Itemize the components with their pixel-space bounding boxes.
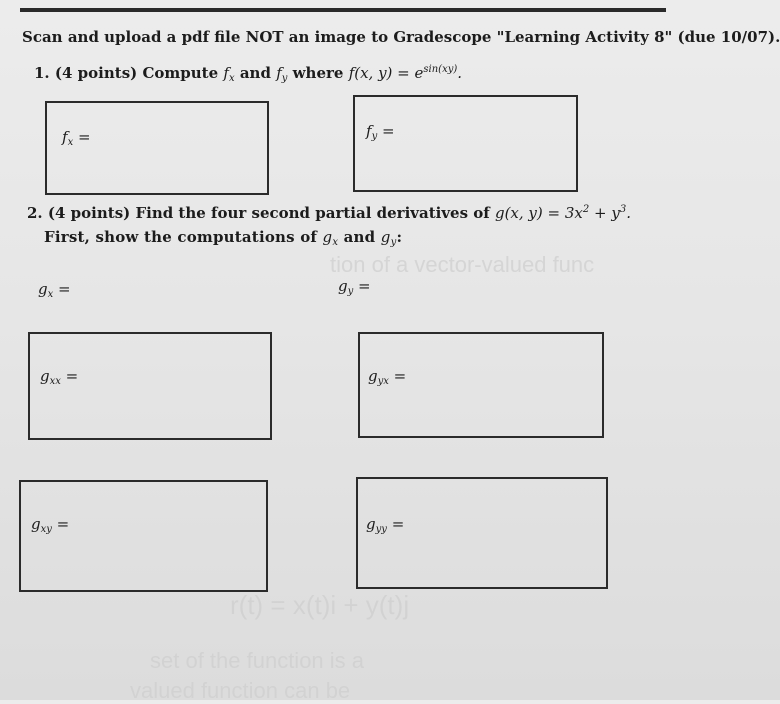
label-fy: $f_y$ = bbox=[366, 122, 395, 142]
bleed-through-text: set of the function is a bbox=[150, 648, 365, 673]
label-gxy: $g_{xy}$ = bbox=[31, 515, 70, 535]
problem-text: Find the four second partial derivatives of bbox=[135, 204, 490, 222]
problem-points: (4 points) bbox=[54, 64, 138, 82]
label-fx: $f_x$ = bbox=[62, 128, 91, 148]
instructions-text: Scan and upload a pdf file NOT an image to Gradescope "Learning Activity 8" (due 10/07). bbox=[22, 28, 780, 46]
answer-box-fx[interactable] bbox=[45, 101, 269, 195]
top-border-line bbox=[20, 8, 666, 12]
label-gx: $g_x$ = bbox=[38, 280, 71, 300]
problem-2-statement bbox=[27, 204, 631, 222]
problem-number: 1. bbox=[34, 64, 50, 82]
answer-box-fy[interactable] bbox=[353, 95, 578, 192]
problem-text: where bbox=[292, 64, 344, 82]
bleed-through-text: tion of a vector-valued func bbox=[330, 252, 595, 277]
problem-number: 2. bbox=[27, 204, 43, 222]
answer-box-gxy[interactable] bbox=[19, 480, 268, 592]
fy-symbol: $f_y$ bbox=[276, 64, 288, 84]
label-gy: $g_y$ = bbox=[338, 277, 371, 297]
fx-symbol: $f_x$ bbox=[223, 64, 235, 84]
bleed-through-text: r(t) = x(t)i + y(t)j bbox=[230, 590, 410, 620]
label-gxx: $g_{xx}$ = bbox=[40, 367, 79, 387]
bleed-through-text: valued function can be bbox=[130, 678, 351, 703]
function-definition: f(x, $y) = e^{sin(xy)}$. bbox=[348, 64, 463, 82]
problem-points: (4 points) bbox=[47, 204, 131, 222]
problem-text: Compute bbox=[142, 64, 219, 82]
label-gyx: $g_{yx}$ = bbox=[368, 367, 407, 387]
label-gyy: $g_{yy}$ = bbox=[366, 515, 405, 535]
gy-symbol: $g_y$ bbox=[380, 228, 397, 248]
gx-symbol: $g_x$ bbox=[322, 228, 339, 248]
problem-2-subinstruction: First, show the computations of $g_x$ and $g_y$: bbox=[44, 228, 403, 248]
function-definition: g(x, $y) = 3x^2 + y^3$. bbox=[494, 204, 631, 222]
problem-1-statement bbox=[34, 64, 462, 84]
problem-text: and bbox=[239, 64, 271, 82]
